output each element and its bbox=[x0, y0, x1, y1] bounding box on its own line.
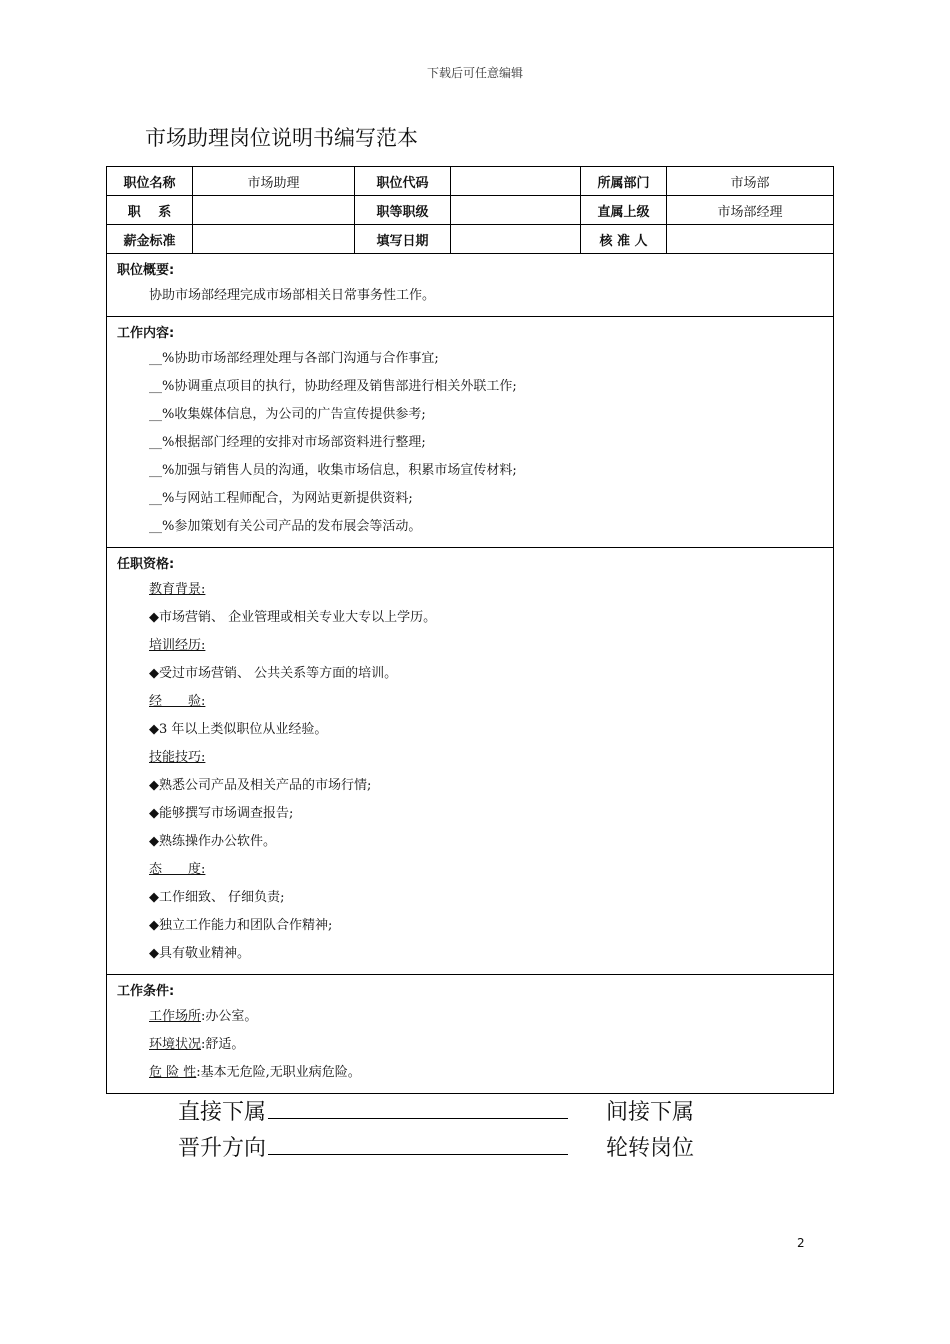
experience-label bbox=[117, 688, 823, 716]
info-row-1 bbox=[107, 167, 833, 196]
qualification-item: ◆具有敬业精神。 bbox=[149, 946, 250, 961]
department-value: 市场部 bbox=[730, 175, 770, 191]
education-label bbox=[117, 576, 823, 604]
duties-section bbox=[107, 317, 833, 548]
direct-subordinate-blank bbox=[268, 1096, 568, 1119]
promotion-path-blank bbox=[268, 1132, 568, 1155]
direct-subordinate-label: 直接下属 bbox=[178, 1100, 267, 1125]
rotation-position-label: 轮转岗位 bbox=[606, 1136, 695, 1161]
qualification-item: ◆熟悉公司产品及相关产品的市场行情; bbox=[149, 778, 372, 793]
salary-standard-label: 薪金标准 bbox=[107, 225, 193, 253]
qualification-item: ◆工作细致、 仔细负责; bbox=[149, 890, 285, 905]
page-number: 2 bbox=[797, 1236, 805, 1250]
duty-item: __%与网站工程师配合，为网站更新提供资料; bbox=[149, 491, 413, 506]
approver-value bbox=[667, 225, 833, 253]
duty-item: __%收集媒体信息，为公司的广告宣传提供参考; bbox=[149, 407, 426, 422]
training-label-text: 培训经历: bbox=[149, 638, 206, 653]
salary-standard-value bbox=[193, 225, 355, 253]
skills-label bbox=[117, 744, 823, 772]
direct-supervisor-value: 市场部经理 bbox=[717, 204, 783, 220]
conditions-heading: 工作条件: bbox=[117, 984, 175, 999]
position-name-label: 职位名称 bbox=[107, 167, 193, 195]
promotion-path-label: 晋升方向 bbox=[178, 1136, 267, 1161]
condition-item bbox=[117, 1003, 823, 1031]
duty-item: __%协助市场部经理处理与各部门沟通与合作事宜; bbox=[149, 351, 439, 366]
condition-label: 工作场所 bbox=[149, 1009, 202, 1024]
job-grade-label: 职等职级 bbox=[355, 196, 451, 224]
condition-label: 环境状况 bbox=[149, 1037, 202, 1052]
qualifications-heading: 任职资格: bbox=[117, 557, 175, 572]
direct-supervisor-label: 直属上级 bbox=[581, 196, 667, 224]
attitude-label-text: 态 度: bbox=[149, 862, 206, 877]
condition-value: :办公室。 bbox=[201, 1009, 258, 1024]
condition-value: :基本无危险,无职业病危险。 bbox=[196, 1065, 361, 1080]
qualification-item: ◆熟练操作办公软件。 bbox=[149, 834, 276, 849]
job-family-label: 职 系 bbox=[107, 196, 193, 224]
job-grade-value bbox=[451, 196, 581, 224]
info-row-3 bbox=[107, 225, 833, 254]
overview-heading: 职位概要: bbox=[117, 263, 175, 278]
experience-label-text: 经 验: bbox=[149, 694, 206, 709]
condition-value: :舒适。 bbox=[201, 1037, 245, 1052]
duty-item: __%协调重点项目的执行，协助经理及销售部进行相关外联工作; bbox=[149, 379, 517, 394]
qualification-item: ◆受过市场营销、 公共关系等方面的培训。 bbox=[149, 666, 398, 681]
qualification-item: ◆3 年以上类似职位从业经验。 bbox=[149, 722, 328, 737]
condition-label: 危 险 性 bbox=[149, 1065, 197, 1080]
overview-text: 协助市场部经理完成市场部相关日常事务性工作。 bbox=[149, 288, 436, 303]
qualification-item: ◆独立工作能力和团队合作精神; bbox=[149, 918, 333, 933]
training-label bbox=[117, 632, 823, 660]
footer-row-subordinates bbox=[178, 1095, 695, 1126]
conditions-section bbox=[107, 975, 833, 1093]
condition-item bbox=[117, 1059, 823, 1087]
duty-item: __%根据部门经理的安排对市场部资料进行整理; bbox=[149, 435, 426, 450]
position-code-value bbox=[451, 167, 581, 195]
qualification-item: ◆市场营销、 企业管理或相关专业大专以上学历。 bbox=[149, 610, 437, 625]
education-label-text: 教育背景: bbox=[149, 582, 206, 597]
department-label: 所属部门 bbox=[581, 167, 667, 195]
job-description-form bbox=[106, 166, 834, 1094]
fill-date-label: 填写日期 bbox=[355, 225, 451, 253]
job-family-value bbox=[193, 196, 355, 224]
condition-item bbox=[117, 1031, 823, 1059]
footer-row-career bbox=[178, 1131, 695, 1162]
document-title: 市场助理岗位说明书编写范本 bbox=[145, 126, 418, 150]
attitude-label bbox=[117, 856, 823, 884]
header-note: 下载后可任意编辑 bbox=[426, 66, 523, 80]
position-code-label: 职位代码 bbox=[355, 167, 451, 195]
info-row-2 bbox=[107, 196, 833, 225]
qualifications-section bbox=[107, 548, 833, 975]
duties-heading: 工作内容: bbox=[117, 326, 175, 341]
position-name-value: 市场助理 bbox=[193, 167, 355, 195]
fill-date-value bbox=[451, 225, 581, 253]
approver-label: 核 准 人 bbox=[581, 225, 667, 253]
duty-item: __%参加策划有关公司产品的发布展会等活动。 bbox=[149, 519, 422, 534]
duty-item: __%加强与销售人员的沟通，收集市场信息，积累市场宣传材料; bbox=[149, 463, 517, 478]
skills-label-text: 技能技巧: bbox=[149, 750, 206, 765]
indirect-subordinate-label: 间接下属 bbox=[606, 1100, 695, 1125]
qualification-item: ◆能够撰写市场调查报告; bbox=[149, 806, 294, 821]
overview-section bbox=[107, 254, 833, 317]
